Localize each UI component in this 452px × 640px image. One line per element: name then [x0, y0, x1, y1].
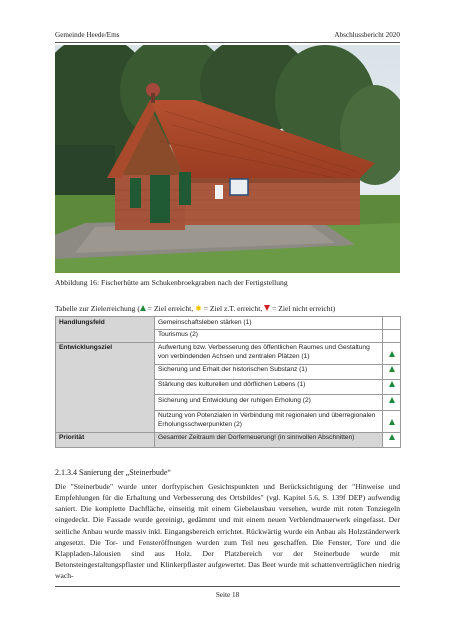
goal-table [55, 316, 401, 448]
photo-fisherhut [55, 45, 400, 273]
reached-triangle-icon [389, 434, 395, 440]
row-status [383, 329, 401, 342]
row-item-text: Sicherung und Erhalt der historischen Substanz (1) [155, 364, 383, 379]
row-status [383, 342, 401, 364]
row-item-text: Gemeinschaftsleben stärken (1) [155, 317, 383, 330]
legend-line [55, 304, 335, 313]
row-status [383, 432, 401, 447]
row-item-text: Stärkung des kulturellen und dörflichen Lebens (1) [155, 379, 383, 394]
row-status [383, 379, 401, 394]
row-label: Handlungsfeld [56, 317, 155, 343]
partial-star-icon: ✸ [195, 304, 202, 313]
row-status [383, 410, 401, 432]
reached-triangle-icon [389, 366, 395, 372]
reached-triangle-icon [389, 381, 395, 387]
figure-caption: Abbildung 16: Fischerhütte am Schukenbroekgraben nach der Fertigstellung [55, 278, 288, 287]
legend-partial: = Ziel z.T. erreicht, [203, 304, 263, 313]
row-item-text: Tourismus (2) [155, 329, 383, 342]
header-report-title: Abschlussbericht 2020 [334, 31, 400, 39]
header-municipality: Gemeinde Heede/Ems [55, 31, 120, 39]
reached-triangle-icon [389, 351, 395, 357]
page-header [55, 31, 400, 43]
table-row [56, 342, 401, 364]
page-footer: Seite 18 [55, 586, 400, 599]
row-item-text: Aufwertung bzw. Verbesserung des öffentlichen Raumes und Gestaltung von verbindenden Achsen und zentralen Plätzen (1) [155, 342, 383, 364]
row-label: Entwicklungsziel [56, 342, 155, 432]
legend-not-reached: = Ziel nicht erreicht) [272, 304, 336, 313]
legend-prefix: Tabelle zur Zielerreichung ( [55, 304, 140, 313]
row-item-text: Sicherung und Entwicklung der ruhigen Erholung (2) [155, 395, 383, 410]
legend-reached: = Ziel erreicht, [147, 304, 194, 313]
row-item-text: Nutzung von Potenzialen in Verbindung mit regionalen und überregionalen Erholungsschwerpunkten (2) [155, 410, 383, 432]
table-row [56, 432, 401, 447]
section-title: 2.1.3.4 Sanierung der „Steinerbude“ [55, 468, 171, 477]
row-status [383, 364, 401, 379]
row-label: Priorität [56, 432, 155, 447]
section-body: Die "Steinerbude" wurde unter dorftypischen Gesichtspunkten und Berücksichtigung der "Hinweise und Empfehlungen für die Erhaltung und Verbesserung des Ortsbildes" (vgl. Kapitel 5.6, S. 139f DEP) aufwendig saniert. Die komplette Dachfläche, einseitig mit einem Giebelausbau versehen, wurde mit roten Tonziegeln eingedeckt. Die Fassade wurde gereinigt, gedämmt und mit einem neuen Verblendmauerwerk eingefasst. Der seitliche Anbau wurde massiv inkl. Eingangsbereich errichtet. Rückwärtig wurde ein Anbau als Holzständerwerk angesetzt. Die Tor- und Fensteröffnungen wurden zum Teil neu geschaffen. Die Fenster, Tore und die Klappladen-Jalousien sind aus Holz. Der Platzbereich vor der Steinerbude wurde mit Betonsteingestaltungspflaster und Klinkerpflaster aufgewertet. Das Beet wurde mit schattenverträglichen niedrig wach- [55, 482, 400, 581]
not-reached-triangle-icon [264, 305, 270, 311]
row-item-text: Gesamter Zeitraum der Dorferneuerung! (in sinnvollen Abschnitten) [155, 432, 383, 447]
reached-triangle-icon [389, 419, 395, 425]
reached-triangle-icon [389, 397, 395, 403]
table-row [56, 317, 401, 330]
row-status [383, 395, 401, 410]
row-status [383, 317, 401, 330]
reached-triangle-icon [140, 305, 146, 311]
